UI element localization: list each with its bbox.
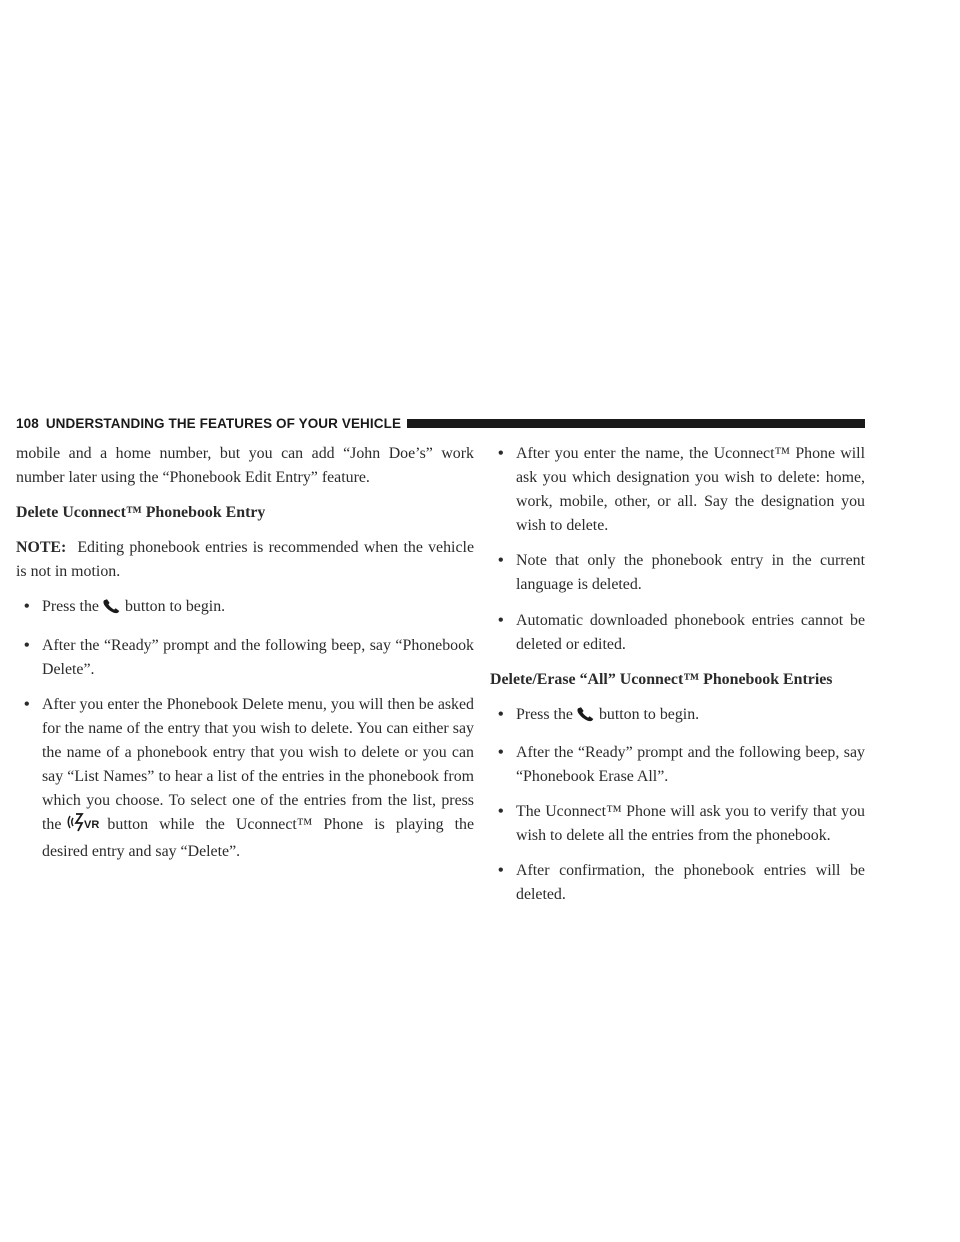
bullet: •	[498, 445, 504, 462]
list-item	[490, 549, 865, 597]
step-text: After the “Ready” prompt and the following beep, say “Phonebook Delete”.	[42, 636, 474, 678]
step-text: Press the	[42, 598, 99, 616]
step-text: Press the	[516, 705, 573, 723]
step-text: Note that only the phonebook entry in the current language is deleted.	[516, 552, 865, 594]
bullet: •	[498, 705, 504, 723]
bullet: •	[498, 552, 504, 570]
bullet: •	[498, 803, 504, 821]
phone-handset-icon	[102, 598, 120, 622]
list-item	[16, 634, 474, 682]
step-text: The Uconnect™ Phone will ask you to verify that you wish to delete all the entries from the phonebook.	[516, 803, 865, 845]
note-paragraph	[16, 536, 474, 584]
step-text: After you enter the Phonebook Delete menu, you will then be asked for the name of the entry that you wish to delete. You can either say the name of a phonebook entry that you wish to delete or you can say “List Names” to hear a list of the entries in the phonebook from which you choose. To select one of the entries from the list, press the	[42, 695, 474, 834]
bullet: •	[498, 743, 504, 761]
voice-recognition-icon	[65, 813, 103, 840]
note-label: NOTE:	[16, 539, 67, 557]
bullet: •	[24, 636, 30, 654]
step-text: Automatic downloaded phonebook entries cannot be deleted or edited.	[516, 611, 865, 653]
note-text: Editing phonebook entries is recommended when the vehicle is not in motion.	[16, 539, 474, 581]
left-column	[16, 442, 474, 875]
list-item	[490, 859, 865, 907]
step-text: button to begin.	[124, 598, 226, 616]
list-item	[490, 703, 865, 730]
step-text: button to begin.	[598, 705, 700, 723]
delete-entry-steps-continued	[490, 442, 865, 657]
running-header	[16, 416, 401, 431]
bullet: •	[24, 695, 30, 713]
list-item	[490, 609, 865, 657]
list-item	[16, 693, 474, 865]
section-title: UNDERSTANDING THE FEATURES OF YOUR VEHICLE	[45, 415, 402, 431]
page-header	[16, 415, 865, 431]
intro-paragraph: mobile and a home number, but you can add “John Doe’s” work number later using the “Phonebook Edit Entry” feature.	[16, 445, 474, 487]
delete-entry-steps	[16, 595, 474, 864]
header-rule	[407, 419, 865, 428]
step-text: After you enter the name, the Uconnect™ Phone will ask you which designation you wish to delete: home, work, mobile, other, or all. Say the designation you wish to delete.	[516, 445, 865, 535]
bullet: •	[24, 598, 30, 616]
list-item	[490, 442, 865, 538]
list-item	[490, 741, 865, 789]
bullet: •	[498, 862, 504, 880]
phone-handset-icon	[576, 706, 594, 730]
right-column	[490, 442, 865, 919]
step-text: After confirmation, the phonebook entries will be deleted.	[516, 862, 865, 904]
erase-all-steps	[490, 703, 865, 908]
step-text: button while the Uconnect™ Phone is playing the desired entry and say “Delete”.	[42, 816, 474, 861]
list-item	[490, 800, 865, 848]
section-heading-erase-all: Delete/Erase “All” Uconnect™ Phonebook Entries	[490, 670, 833, 688]
vr-label: VR	[84, 819, 100, 832]
bullet: •	[498, 611, 504, 629]
page-number: 108	[16, 415, 39, 431]
step-text: After the “Ready” prompt and the following beep, say “Phonebook Erase All”.	[516, 743, 865, 786]
list-item	[16, 595, 474, 622]
section-heading-delete-entry: Delete Uconnect™ Phonebook Entry	[16, 504, 266, 522]
